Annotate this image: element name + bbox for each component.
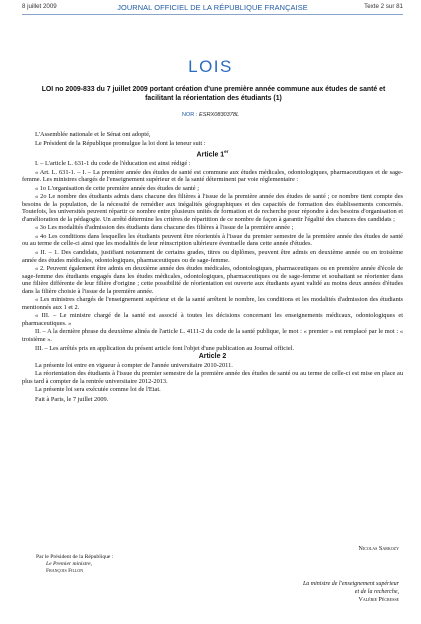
article-paragraph: « Art. L. 631-1. – I. – La première année des études de santé est commune aux études médicales, odontologiques, pharmaceutiques et de sage-femme. Les ministres chargés de l'enseignement supérieur et de la santé déterminent par voie réglementaire : xyxy=(22,168,403,184)
minister-title-line1: La ministre de l'enseignement supérieur xyxy=(302,581,399,587)
article-paragraph: « 2o Le nombre des étudiants admis dans chacune des filières à l'issue de la première année des études de santé ; ce nombre tient compte des besoins de la population, de la nécessité de remédier aux inégalités géographiques et des capacités de formation des établissements concernés. Toutefois, les universités peuvent répartir ce nombre entre plusieurs unités de formation et de recherche pour répondre à des besoins d'organisation et d'amélioration de la pédagogie. Un arrêté détermine les critères de répartition de ce nombre de façon à garantir l'égalité des chances des candidats ; xyxy=(22,193,403,223)
intro-paragraph: Le Président de la République promulgue la loi dont la teneur suit : xyxy=(35,139,206,147)
article-1-label: Article 1 xyxy=(196,151,225,159)
by-president-line: Par le Président de la République : xyxy=(36,554,114,560)
article-paragraph: « 1o L'organisation de cette première année des études de santé ; xyxy=(35,184,199,192)
law-body xyxy=(22,131,403,404)
pm-title: Le Premier ministre, xyxy=(46,561,93,568)
article-paragraph: « 2. Peuvent également être admis en deuxième année des études médicales, odontologiques, pharmaceutiques ou en première année d'école de sage-femme des étudiants engagés dans les études médicales, odontologiques, pharmaceutiques ou de sage-femme et souhaitant se réorienter dans une filière différente de leur filière d'origine ; cette possibilité de réorientation est ouverte aux étudiants ayant validé au moins deux années d'études dans la filière choisie à l'issue de la première année. xyxy=(22,265,403,295)
section-title: LOIS xyxy=(188,57,233,76)
article-paragraph: « Les ministres chargés de l'enseignement supérieur et de la santé arrêtent le nombre, les conditions et les modalités d'admission des étudiants mentionnés aux 1 et 2. xyxy=(22,296,403,311)
article-paragraph: III. – Les arrêtés pris en application du présent article font l'objet d'une publication au Journal officiel. xyxy=(35,344,295,352)
minister-title-line2: et de la recherche, xyxy=(354,589,399,595)
pm-name: François Fillon xyxy=(46,568,84,575)
article-paragraph: « III. – Le ministre chargé de la santé est associé à toutes les décisions concernant les enseignements médicaux, odontologiques et pharmaceutiques. » xyxy=(22,312,403,327)
intro-paragraph: L'Assemblée nationale et le Sénat ont adopté, xyxy=(35,131,151,138)
countersignature-pm xyxy=(36,554,113,576)
article-paragraph: La réorientation des étudiants à l'issue du premier semestre de la première année des études de santé ou au terme de celle-ci est mise en place au plus tard à compter de la rentrée universitaire 2012-2013. xyxy=(22,370,403,385)
nor-reference xyxy=(0,112,421,118)
header-text-number: Texte 2 sur 81 xyxy=(364,3,403,10)
article-1-heading xyxy=(22,148,403,159)
president-signature: Nicolas Sarkozy xyxy=(358,545,399,552)
nor-label: NOR : xyxy=(181,112,198,118)
article-2-heading: Article 2 xyxy=(198,353,227,361)
article-paragraph: « 3o Les modalités d'admission des étudiants dans chacune des filières à l'issue de la première année ; xyxy=(35,224,294,232)
minister-name: Valérie Pécresse xyxy=(358,597,399,603)
countersignature-minister xyxy=(303,580,399,604)
article-paragraph: La présente loi sera exécutée comme loi de l'Etat. xyxy=(35,386,161,394)
article-paragraph: I. – L'article L. 631-1 du code de l'éducation est ainsi rédigé : xyxy=(35,159,191,167)
done-at-paragraph: Fait à Paris, le 7 juillet 2009. xyxy=(35,395,109,403)
article-paragraph: II. – A la dernière phrase du deuxième alinéa de l'article L. 4111-2 du code de la santé publique, le mot : « premier » est remplacé par le mot : « troisième ». xyxy=(22,328,403,343)
article-paragraph: « II. – 1. Des candidats, justifiant notamment de certains grades, titres ou diplômes, peuvent être admis en deuxième année ou en troisième année des études médicales, odontologiques, pharmaceutiques ou de sage-femme. xyxy=(22,248,403,264)
article-paragraph: La présente loi entre en vigueur à compter de l'année universitaire 2010-2011. xyxy=(35,361,233,369)
header-date: 8 juillet 2009 xyxy=(22,3,57,10)
article-paragraph: « 4o Les conditions dans lesquelles les étudiants peuvent être réorientés à l'issue du premier semestre de la première année des études de santé ou au terme de celle-ci ainsi que les modalités de leur réinscription ultérieure éventuelle dans cette année d'études. xyxy=(22,232,403,248)
header-rule xyxy=(22,14,403,15)
article-1-sup: er xyxy=(224,149,229,155)
nor-code: ESRX0830378L xyxy=(198,112,240,118)
header-journal: JOURNAL OFFICIEL DE LA RÉPUBLIQUE FRANÇAISE xyxy=(117,2,308,12)
law-title: LOI no 2009-833 du 7 juillet 2009 portant création d'une première année commune aux études de santé et facilitant la réorientation des étudiants (1) xyxy=(41,86,386,102)
